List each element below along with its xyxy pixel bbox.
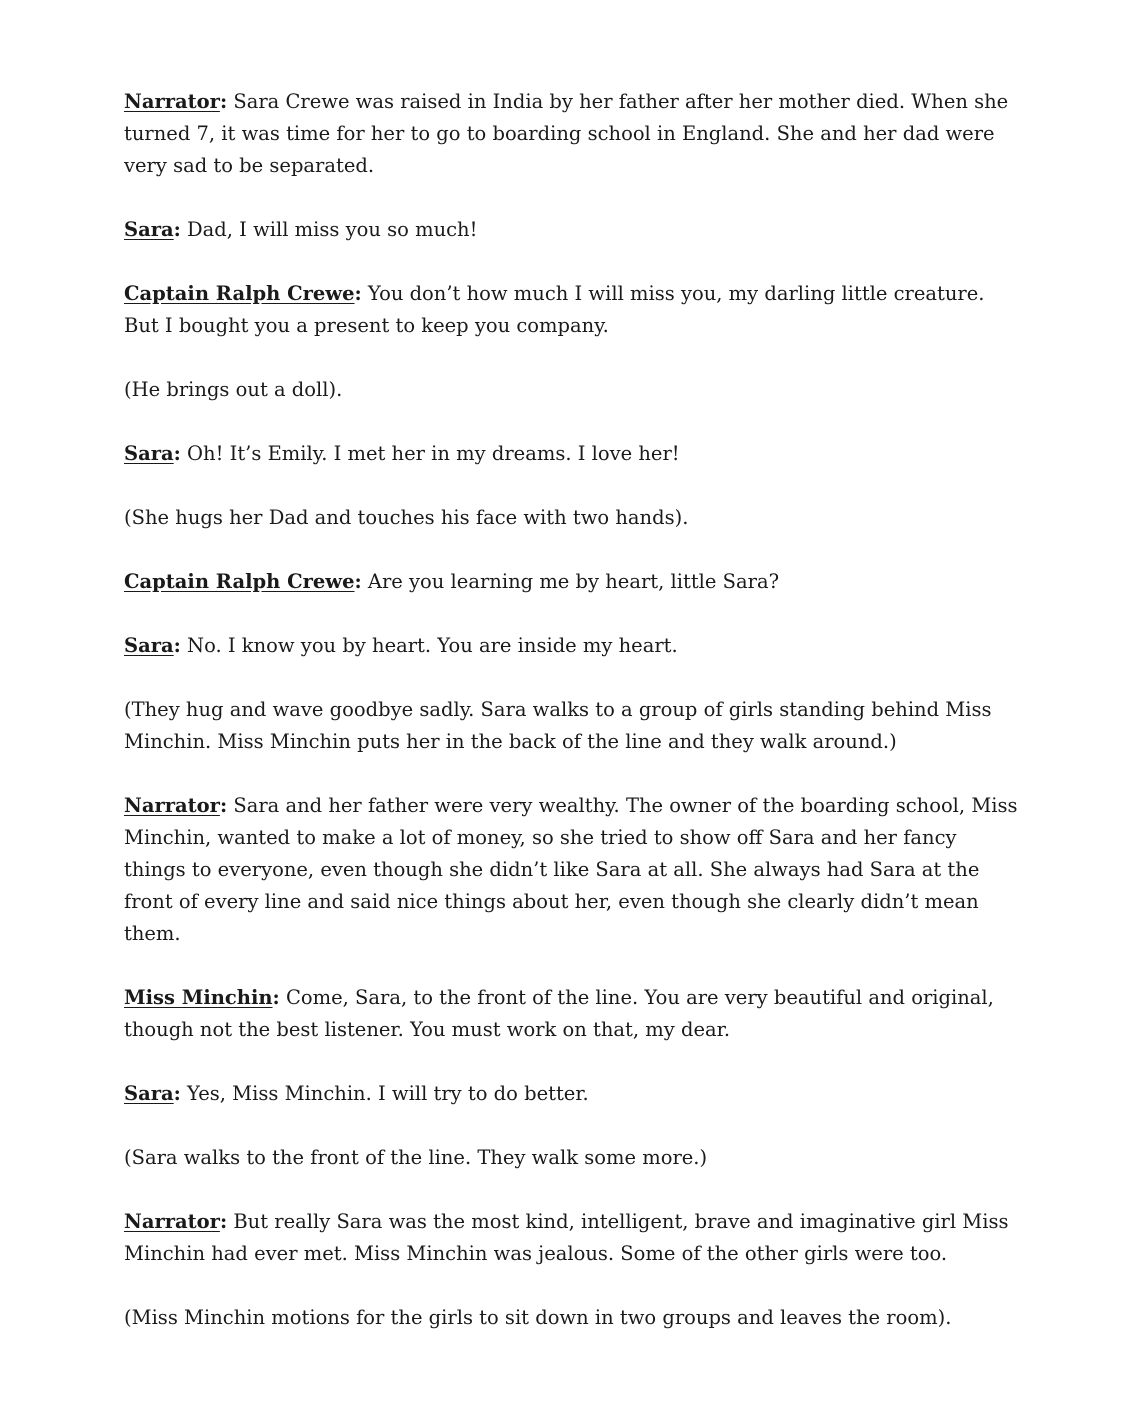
script-line: Sara: Dad, I will miss you so much!	[124, 218, 478, 241]
script-line: Narrator: But really Sara was the most kind, intelligent, brave and imaginative girl Miss Minchin had ever met. Miss Minchin was jealous. Some of the other girls were too.	[124, 1210, 1009, 1265]
script-line: Sara: No. I know you by heart. You are inside my heart.	[124, 634, 678, 657]
speaker-name: Captain Ralph Crewe	[124, 570, 355, 593]
line-text: Dad, I will miss you so much!	[180, 218, 478, 241]
stage-direction	[124, 1302, 1024, 1334]
speaker-name: Sara	[124, 442, 174, 465]
line-text: Sara Crewe was raised in India by her father after her mother died. When she turned 7, it was time for her to go to boarding school in England. She and her dad were very sad to be separated.	[124, 90, 1009, 177]
direction-text: (He brings out a doll).	[124, 378, 343, 401]
script-line: Sara: Yes, Miss Minchin. I will try to do better.	[124, 1082, 589, 1105]
script-line: Sara: Oh! It’s Emily. I met her in my dreams. I love her!	[124, 442, 680, 465]
speaker-name: Miss Minchin	[124, 986, 273, 1009]
script-line: Narrator: Sara Crewe was raised in India by her father after her mother died. When she turned 7, it was time for her to go to boarding school in England. She and her dad were very sad to be separated.	[124, 90, 1009, 177]
line-text: Oh! It’s Emily. I met her in my dreams. I love her!	[180, 442, 680, 465]
stage-direction	[124, 374, 1024, 406]
speaker-name: Sara	[124, 218, 174, 241]
stage-direction	[124, 1142, 1024, 1174]
line-text: Are you learning me by heart, little Sara?	[361, 570, 780, 593]
stage-direction	[124, 502, 1024, 534]
line-text: Sara and her father were very wealthy. The owner of the boarding school, Miss Minchin, wanted to make a lot of money, so she tried to show off Sara and her fancy things to everyone, even though she didn’t like Sara at all. She always had Sara at the front of every line and said nice things about her, even though she clearly didn’t mean them.	[124, 794, 1018, 945]
script-line: Captain Ralph Crewe: Are you learning me by heart, little Sara?	[124, 570, 780, 593]
script-line: Captain Ralph Crewe: You don’t how much I will miss you, my darling little creature. But I bought you a present to keep you company.	[124, 282, 985, 337]
script-line: Miss Minchin: Come, Sara, to the front of the line. You are very beautiful and original, though not the best listener. You must work on that, my dear.	[124, 986, 994, 1041]
speaker-name: Narrator	[124, 794, 220, 817]
speaker-name: Captain Ralph Crewe	[124, 282, 355, 305]
script-line: Narrator: Sara and her father were very wealthy. The owner of the boarding school, Miss Minchin, wanted to make a lot of money, so she tried to show off Sara and her fancy things to everyone, even though she didn’t like Sara at all. She always had Sara at the front of every line and said nice things about her, even though she clearly didn’t mean them.	[124, 794, 1018, 945]
speaker-name: Narrator	[124, 90, 220, 113]
speaker-name: Sara	[124, 1082, 174, 1105]
speaker-name: Narrator	[124, 1210, 220, 1233]
direction-text: (They hug and wave goodbye sadly. Sara walks to a group of girls standing behind Miss Minchin. Miss Minchin puts her in the back of the line and they walk around.)	[124, 698, 992, 753]
line-text: Come, Sara, to the front of the line. You are very beautiful and original, though not the best listener. You must work on that, my dear.	[124, 986, 994, 1041]
line-text: Yes, Miss Minchin. I will try to do better.	[180, 1082, 589, 1105]
script-page	[124, 86, 1024, 1366]
speaker-name: Sara	[124, 634, 174, 657]
stage-direction	[124, 694, 1024, 758]
line-text: But really Sara was the most kind, intelligent, brave and imaginative girl Miss Minchin had ever met. Miss Minchin was jealous. Some of the other girls were too.	[124, 1210, 1009, 1265]
direction-text: (She hugs her Dad and touches his face with two hands).	[124, 506, 689, 529]
direction-text: (Sara walks to the front of the line. They walk some more.)	[124, 1146, 708, 1169]
line-text: No. I know you by heart. You are inside my heart.	[180, 634, 678, 657]
direction-text: (Miss Minchin motions for the girls to sit down in two groups and leaves the room).	[124, 1306, 952, 1329]
line-text: You don’t how much I will miss you, my darling little creature. But I bought you a present to keep you company.	[124, 282, 985, 337]
